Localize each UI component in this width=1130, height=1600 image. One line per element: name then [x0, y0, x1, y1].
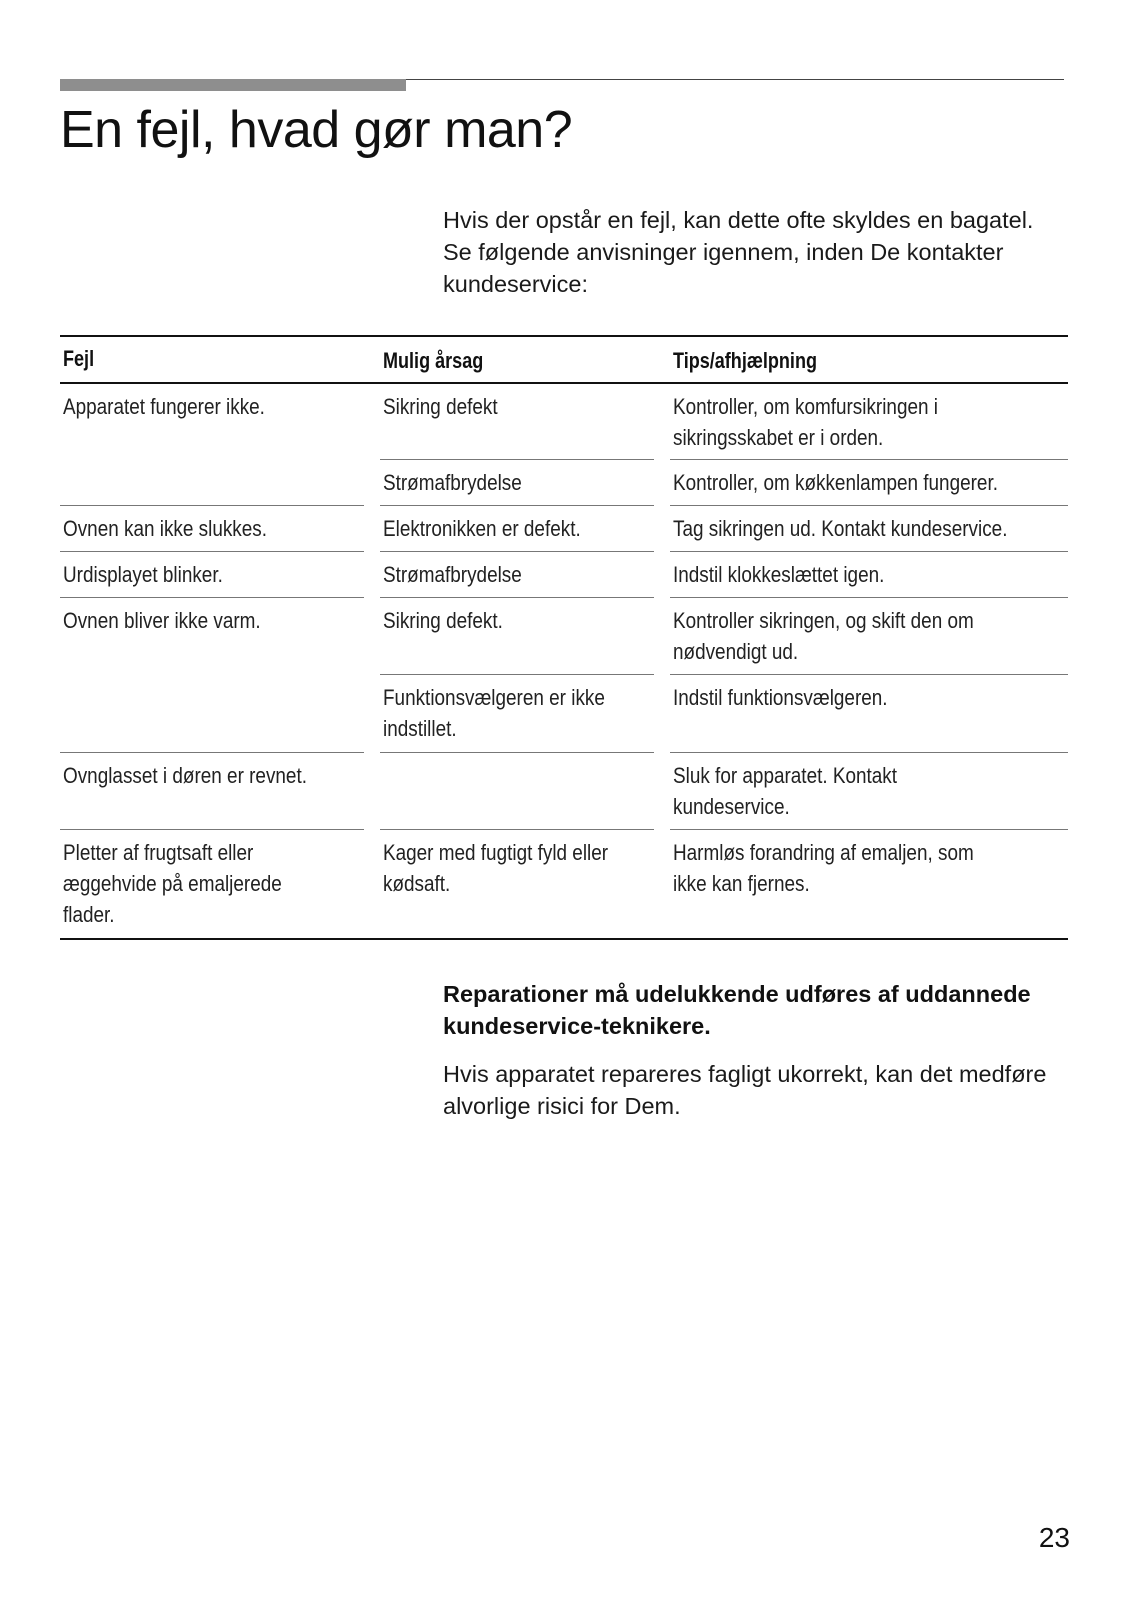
table-cell: [383, 837, 608, 899]
cell-line: Apparatet fungerer ikke.: [63, 394, 265, 419]
table-bottom-rule: [60, 938, 1068, 940]
risk-paragraph: Hvis apparatet repareres fagligt ukorrekt, kan det medføre alvorlige risici for Dem.: [443, 1061, 1047, 1119]
header-bottom-rule: [60, 382, 1068, 384]
table-cell: [383, 467, 522, 498]
cell-line: nødvendigt ud.: [673, 639, 799, 664]
column-header-tips: Tips/afhjælpning: [673, 348, 817, 373]
cell-line: Harmløs forandring af emaljen, som: [673, 840, 974, 865]
cell-line: Indstil funktionsvælgeren.: [673, 685, 888, 710]
row-divider: [380, 674, 654, 675]
table-cell: [63, 559, 223, 590]
row-divider: [380, 505, 654, 506]
table-cell: [383, 559, 522, 590]
table-cell: [63, 837, 282, 930]
table-cell: [63, 605, 261, 636]
table-cell: [383, 605, 503, 636]
page-number: 23: [1038, 1522, 1070, 1553]
row-divider: [380, 597, 654, 598]
cell-line: ikke kan fjernes.: [673, 871, 810, 896]
table-cell: [673, 837, 974, 899]
page-title: En fejl, hvad gør man?: [60, 101, 573, 159]
row-divider: [380, 459, 654, 460]
cell-line: kundeservice.: [673, 794, 790, 819]
column-header-aarsag: Mulig årsag: [383, 348, 484, 373]
row-divider: [60, 829, 364, 830]
cell-line: Tag sikringen ud. Kontakt kundeservice.: [673, 516, 1008, 541]
row-divider: [670, 829, 1068, 830]
table-cell: [673, 559, 884, 590]
cell-line: Kontroller, om køkkenlampen fungerer.: [673, 470, 998, 495]
column-header-fejl: Fejl: [63, 346, 95, 371]
row-divider: [60, 505, 364, 506]
table-cell: [63, 513, 267, 544]
table-cell: [63, 391, 265, 422]
row-divider: [670, 551, 1068, 552]
table-cell: [673, 513, 1007, 544]
cell-line: Funktionsvælgeren er ikke: [383, 685, 605, 710]
row-divider: [380, 829, 654, 830]
cell-line: Ovnen kan ikke slukkes.: [63, 516, 268, 541]
cell-line: Kontroller, om komfursikringen i: [673, 394, 938, 419]
row-divider: [670, 459, 1068, 460]
cell-line: Indstil klokkeslættet igen.: [673, 562, 885, 587]
row-divider: [380, 752, 654, 753]
table-cell: [673, 682, 888, 713]
cell-line: Ovnen bliver ikke varm.: [63, 608, 261, 633]
cell-line: Urdisplayet blinker.: [63, 562, 223, 587]
row-divider: [60, 551, 364, 552]
cell-line: Strømafbrydelse: [383, 470, 522, 495]
row-divider: [670, 505, 1068, 506]
cell-line: flader.: [63, 902, 115, 927]
cell-line: Sikring defekt.: [383, 608, 503, 633]
table-top-rule: [60, 335, 1068, 337]
cell-line: Kager med fugtigt fyld eller: [383, 840, 609, 865]
table-cell: [673, 391, 938, 453]
cell-line: Strømafbrydelse: [383, 562, 522, 587]
cell-line: æggehvide på emaljerede: [63, 871, 282, 896]
cell-line: Elektronikken er defekt.: [383, 516, 581, 541]
cell-line: Kontroller sikringen, og skift den om: [673, 608, 974, 633]
cell-line: Ovnglasset i døren er revnet.: [63, 763, 307, 788]
row-divider: [380, 551, 654, 552]
table-cell: [383, 513, 581, 544]
row-divider: [670, 752, 1068, 753]
row-divider: [670, 674, 1068, 675]
warning-text: Reparationer må udelukkende udføres af uddannede kundeservice-teknikere.: [443, 981, 1031, 1039]
intro-paragraph: Hvis der opstår en fejl, kan dette ofte skyldes en bagatel. Se følgende anvisninger igennem, inden De kontakter kundeservice:: [443, 207, 1034, 297]
table-cell: [383, 682, 605, 744]
table-cell: [383, 391, 498, 422]
table-cell: [673, 605, 974, 667]
cell-line: Sikring defekt: [383, 394, 498, 419]
table-cell: [673, 760, 897, 822]
cell-line: indstillet.: [383, 716, 457, 741]
row-divider: [60, 752, 364, 753]
row-divider: [670, 597, 1068, 598]
table-cell: [63, 760, 307, 791]
cell-line: Sluk for apparatet. Kontakt: [673, 763, 898, 788]
cell-line: sikringsskabet er i orden.: [673, 425, 884, 450]
cell-line: Pletter af frugtsaft eller: [63, 840, 254, 865]
row-divider: [60, 597, 364, 598]
table-cell: [673, 467, 998, 498]
cell-line: kødsaft.: [383, 871, 451, 896]
